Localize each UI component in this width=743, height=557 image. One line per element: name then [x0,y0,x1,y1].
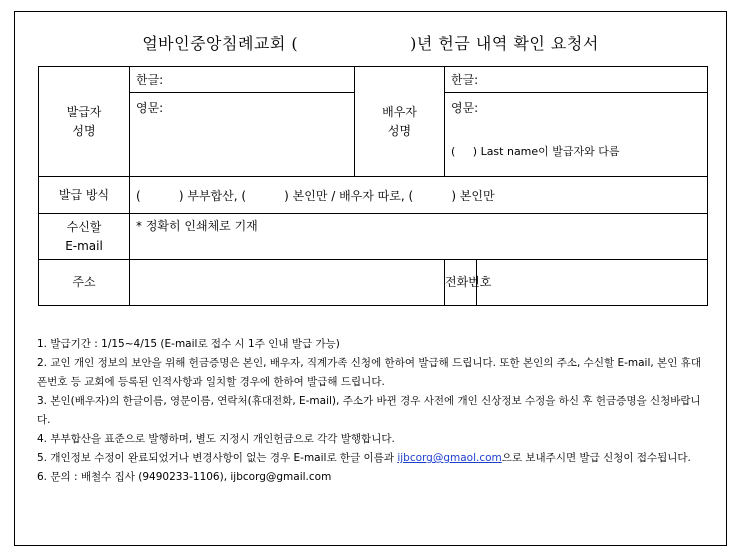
spouse-name-cell [445,67,708,177]
issue-method-options[interactable]: ( ) 부부합산, ( ) 본인만 / 배우자 따로, ( ) 본인만 [130,177,708,214]
note-5 [37,449,709,468]
notes-section [37,335,709,487]
email-label: 수신할 E-mail [39,214,130,260]
issuer-korean-label: 한글: [136,73,164,87]
title-left: 얼바인중앙침례교회 ( [142,34,299,53]
address-label: 주소 [39,260,130,306]
spouse-english-name-field[interactable] [445,93,707,169]
email-note: * 정확히 인쇄체로 기재 [136,219,258,233]
spouse-korean-label: 한글: [451,73,479,87]
spouse-name-label: 배우자 성명 [355,67,445,177]
note-1: 1. 발급기간 : 1/15~4/15 (E-mail로 접수 시 1주 인내 발급 가능) [37,338,340,350]
note-3: 3. 본인(배우자)의 한글이름, 영문이름, 연락처(휴대전화, E-mail), 주소가 바뀐 경우 사전에 개인 신상정보 수정을 하신 후 헌금증명을 신청바랍니다. [37,395,701,426]
issuer-korean-name-field[interactable] [130,67,354,93]
address-field[interactable] [130,260,445,306]
page-title [15,31,726,54]
lastname-differs-checkbox[interactable]: ( ) Last name이 발급자와 다름 [451,145,620,158]
issuer-english-name-field[interactable] [130,93,354,169]
email-link[interactable]: ijbcorg@gmaol.com [397,452,502,464]
note-4: 4. 부부합산을 표준으로 발행하며, 별도 지정시 개인헌금으로 각각 발행합니다. [37,433,395,445]
title-right: )년 헌금 내역 확인 요청서 [410,34,599,53]
email-field[interactable] [130,214,708,260]
note-2: 2. 교인 개인 정보의 보안을 위해 헌금증명은 본인, 배우자, 직계가족 신청에 한하여 발급해 드립니다. 또한 본인의 주소, 수신할 E-mail, 본인 휴대폰번호 등 교회에 등록된 인적사항과 일치할 경우에 한하여 발급해 드립니다. [37,357,701,388]
note-6: 6. 문의 : 배철수 집사 (9490233-1106), ijbcorg@gmail.com [37,471,332,483]
request-form-table [38,66,708,306]
spouse-english-label: 영문: [451,101,479,115]
issue-method-label: 발급 방식 [39,177,130,214]
issuer-name-cell [130,67,355,177]
form-page [14,11,727,546]
phone-field[interactable] [477,260,708,306]
note-5-text-end: 으로 보내주시면 발급 신청이 접수됩니다. [501,452,691,464]
note-5-text: 5. 개인정보 수정이 완료되었거나 변경사항이 없는 경우 E-mail로 한글 이름과 [37,452,398,464]
spouse-korean-name-field[interactable] [445,67,707,93]
issuer-english-label: 영문: [136,101,164,115]
phone-label: 전화번호 [445,260,477,306]
issuer-name-label: 발급자 성명 [39,67,130,177]
